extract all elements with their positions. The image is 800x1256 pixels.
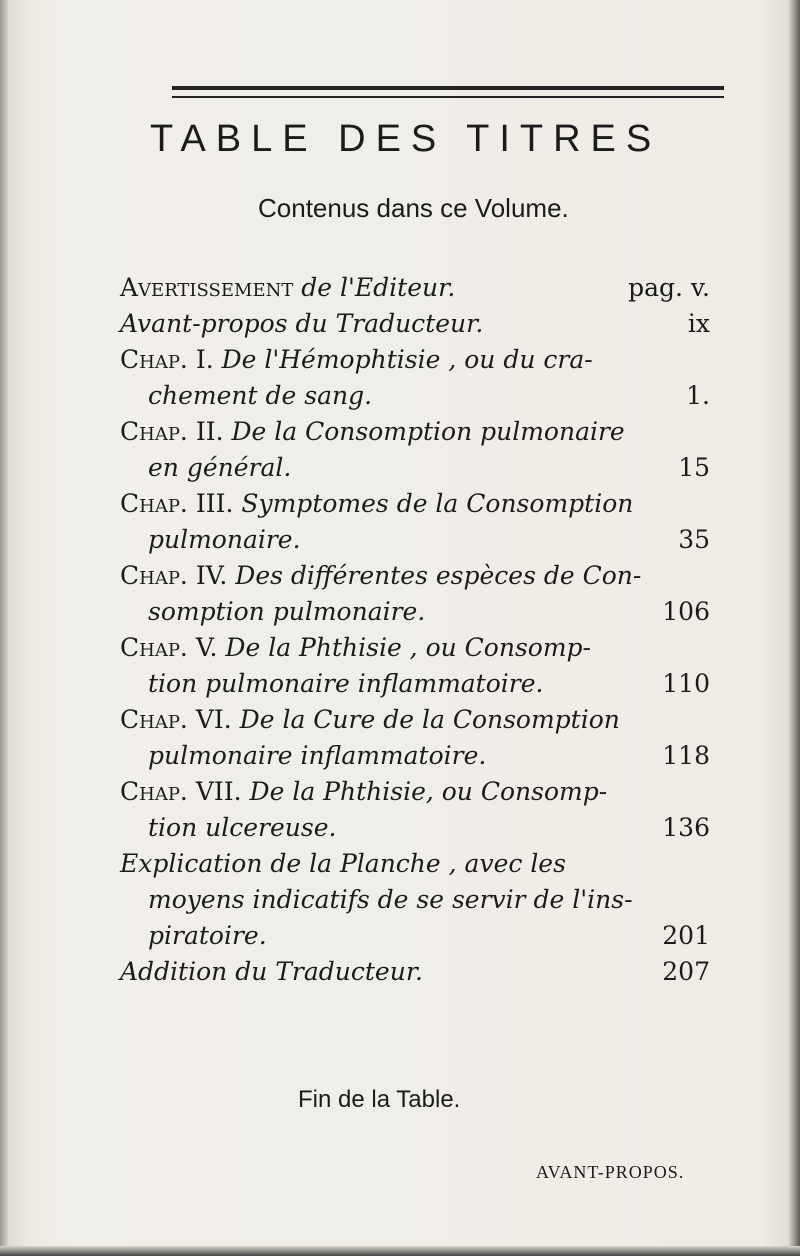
toc-line <box>148 918 267 954</box>
toc-page: 1. <box>686 381 710 410</box>
toc-line <box>120 270 455 306</box>
toc-line <box>148 378 372 414</box>
toc-line <box>120 414 625 450</box>
toc-page: 136 <box>662 813 710 842</box>
catchword: AVANT-PROPOS. <box>536 1162 685 1182</box>
toc-text: De la Phthisie , ou Consomp- <box>217 633 591 662</box>
toc-line <box>148 738 486 774</box>
toc-line <box>120 630 591 666</box>
page-left-edge <box>0 0 8 1256</box>
toc-line <box>120 702 620 738</box>
toc-lead: Chap. VII. <box>120 777 242 806</box>
page-bottom-edge <box>0 1246 800 1256</box>
page-right-edge <box>788 0 800 1256</box>
toc-line <box>148 594 425 630</box>
toc-text: piratoire. <box>148 921 267 950</box>
toc-text: Explication de la Planche , avec les <box>120 849 566 878</box>
toc-line <box>148 810 336 846</box>
toc-text: Addition du Traducteur. <box>120 957 423 986</box>
toc-line <box>148 522 301 558</box>
toc-lead: Chap. I. <box>120 345 214 374</box>
page-title: TABLE DES TITRES <box>150 118 662 160</box>
top-rule-thin <box>172 96 724 98</box>
toc-page: pag. v. <box>628 273 710 302</box>
toc-page: 35 <box>678 525 710 554</box>
toc-lead: Chap. III. <box>120 489 234 518</box>
toc-text: pulmonaire inflammatoire. <box>148 741 487 770</box>
toc-line <box>120 846 566 882</box>
toc-text: moyens indicatifs de se servir de l'ins- <box>148 885 633 914</box>
toc-text: Symptomes de la Consomption <box>233 489 634 518</box>
toc-page: 15 <box>678 453 710 482</box>
toc-line <box>148 450 291 486</box>
toc-line <box>120 558 641 594</box>
toc-text: chement de sang. <box>148 381 373 410</box>
toc-text: De la Consomption pulmonaire <box>223 417 625 446</box>
toc-text: Des différentes espèces de Con- <box>227 561 642 590</box>
toc-text: De la Phthisie, ou Consomp- <box>241 777 608 806</box>
page-subtitle: Contenus dans ce Volume. <box>258 193 569 223</box>
toc-line <box>148 882 633 918</box>
toc-page: 201 <box>662 921 710 950</box>
toc-page: ix <box>687 309 710 338</box>
toc-text: en général. <box>148 453 292 482</box>
toc-lead: Chap. IV. <box>120 561 228 590</box>
toc-lead: Chap. VI. <box>120 705 232 734</box>
toc-page: 106 <box>662 597 710 626</box>
toc-text: De la Cure de la Consomption <box>231 705 620 734</box>
toc-page: 110 <box>662 669 710 698</box>
toc-lead: Chap. II. <box>120 417 224 446</box>
end-of-table: Fin de la Table. <box>298 1086 461 1113</box>
toc-text: De l'Hémophtisie , ou du cra- <box>213 345 593 374</box>
toc-line <box>120 486 633 522</box>
toc-text: somption pulmonaire. <box>148 597 426 626</box>
toc-line <box>120 342 593 378</box>
toc-line <box>120 774 607 810</box>
toc-line <box>148 666 543 702</box>
toc-text: Avant-propos du Traducteur. <box>120 309 484 338</box>
toc-text: de l'Editeur. <box>293 273 456 302</box>
top-rule-thick <box>172 86 724 90</box>
toc-line <box>120 306 483 342</box>
toc-text: tion pulmonaire inflammatoire. <box>148 669 544 698</box>
toc-text: tion ulcereuse. <box>148 813 337 842</box>
toc-lead: Avertissement <box>120 273 294 302</box>
toc-text: pulmonaire. <box>148 525 301 554</box>
toc-line <box>120 954 423 990</box>
toc-page: 207 <box>662 957 710 986</box>
toc-page: 118 <box>662 741 710 770</box>
toc-lead: Chap. V. <box>120 633 218 662</box>
